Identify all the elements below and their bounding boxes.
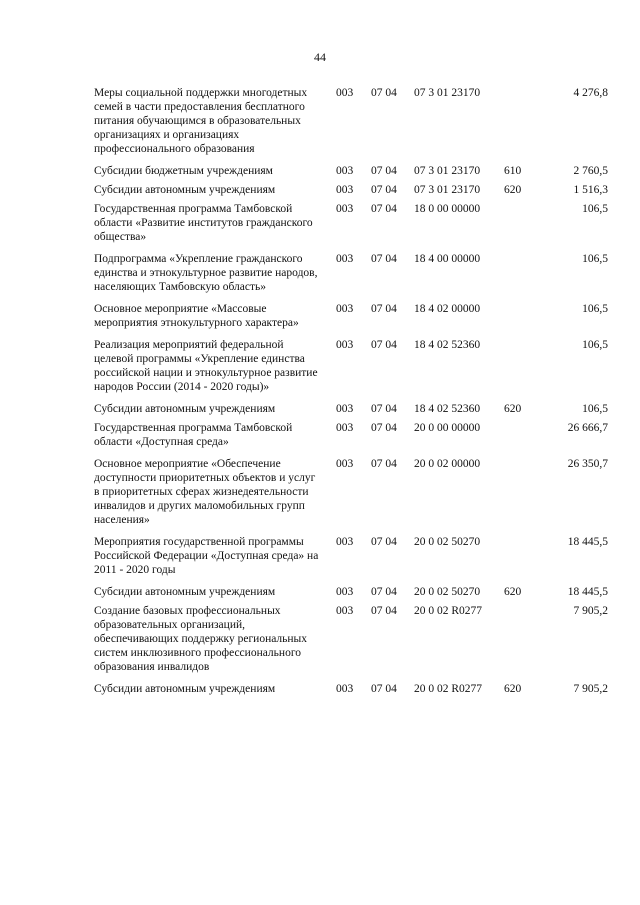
table-row (94, 183, 614, 197)
table-row (94, 585, 614, 599)
row-section-code: 07 04 (371, 184, 397, 196)
row-target-code: 20 0 02 R0277 (414, 605, 483, 617)
row-ministry-code: 003 (336, 87, 354, 99)
row-ministry-code: 003 (336, 165, 354, 177)
row-ministry-code: 003 (336, 339, 354, 351)
row-sum: 106,5 (582, 203, 608, 215)
row-name: Основное мероприятие «Обеспечение доступности приоритетных объектов и услуг в приоритетных сферах жизнедеятельности инвалидов и других маломобильных групп населения» (94, 458, 316, 526)
row-ministry-code: 003 (336, 458, 354, 470)
row-name: Подпрограмма «Укрепление гражданского единства и этнокультурное развитие народов, населяющих Тамбовскую область» (94, 253, 318, 293)
row-target-code: 07 3 01 23170 (414, 87, 481, 99)
row-name: Государственная программа Тамбовской области «Доступная среда» (94, 422, 293, 448)
row-name: Реализация мероприятий федеральной целевой программы «Укрепление единства российской нации и этнокультурное развитие народов России (2014 - 2020 годы)» (94, 339, 318, 393)
table-row (94, 164, 614, 178)
row-sum: 1 516,3 (573, 184, 608, 196)
row-sum: 2 760,5 (573, 165, 608, 177)
table-row (94, 86, 614, 156)
row-section-code: 07 04 (371, 422, 397, 434)
row-expense-type-code: 620 (504, 403, 522, 415)
row-target-code: 20 0 02 R0277 (414, 683, 483, 695)
table-row (94, 535, 614, 577)
row-section-code: 07 04 (371, 536, 397, 548)
row-name: Государственная программа Тамбовской области «Развитие институтов гражданского общества» (94, 203, 313, 243)
row-ministry-code: 003 (336, 184, 354, 196)
row-sum: 26 350,7 (567, 458, 608, 470)
row-section-code: 07 04 (371, 303, 397, 315)
row-sum: 18 445,5 (567, 586, 608, 598)
row-section-code: 07 04 (371, 403, 397, 415)
row-name: Субсидии автономным учреждениям (94, 683, 276, 695)
table-row (94, 202, 614, 244)
row-ministry-code: 003 (336, 203, 354, 215)
table-row (94, 682, 614, 696)
row-target-code: 20 0 02 50270 (414, 536, 481, 548)
row-target-code: 20 0 00 00000 (414, 422, 481, 434)
row-section-code: 07 04 (371, 253, 397, 265)
row-sum: 18 445,5 (567, 536, 608, 548)
row-name: Субсидии бюджетным учреждениям (94, 165, 273, 177)
row-name: Меры социальной поддержки многодетных семей в части предоставления бесплатного питания обучающимся в образовательных организациях и организациях профессионального образования (94, 87, 308, 155)
table-row (94, 421, 614, 449)
row-sum: 7 905,2 (573, 605, 608, 617)
table-row (94, 302, 614, 330)
row-expense-type-code: 610 (504, 165, 522, 177)
row-target-code: 18 0 00 00000 (414, 203, 481, 215)
row-sum: 106,5 (582, 253, 608, 265)
row-expense-type-code: 620 (504, 184, 522, 196)
row-section-code: 07 04 (371, 165, 397, 177)
row-ministry-code: 003 (336, 605, 354, 617)
row-section-code: 07 04 (371, 203, 397, 215)
table-row (94, 338, 614, 394)
row-target-code: 18 4 02 00000 (414, 303, 481, 315)
row-target-code: 20 0 02 00000 (414, 458, 481, 470)
budget-table (94, 86, 614, 696)
row-expense-type-code: 620 (504, 586, 522, 598)
row-sum: 4 276,8 (573, 87, 608, 99)
row-section-code: 07 04 (371, 339, 397, 351)
row-ministry-code: 003 (336, 586, 354, 598)
row-sum: 106,5 (582, 303, 608, 315)
table-row (94, 457, 614, 527)
row-sum: 7 905,2 (573, 683, 608, 695)
row-target-code: 18 4 02 52360 (414, 403, 481, 415)
page-number: 44 (314, 50, 326, 64)
row-name: Субсидии автономным учреждениям (94, 184, 276, 196)
row-section-code: 07 04 (371, 605, 397, 617)
row-ministry-code: 003 (336, 683, 354, 695)
row-ministry-code: 003 (336, 303, 354, 315)
row-section-code: 07 04 (371, 458, 397, 470)
row-name: Субсидии автономным учреждениям (94, 586, 276, 598)
row-target-code: 20 0 02 50270 (414, 586, 481, 598)
row-target-code: 07 3 01 23170 (414, 165, 481, 177)
table-row (94, 402, 614, 416)
table-row (94, 604, 614, 674)
row-ministry-code: 003 (336, 403, 354, 415)
row-name: Мероприятия государственной программы Российской Федерации «Доступная среда» на 2011 - 2020 годы (94, 536, 319, 576)
row-ministry-code: 003 (336, 536, 354, 548)
row-expense-type-code: 620 (504, 683, 522, 695)
row-ministry-code: 003 (336, 422, 354, 434)
row-ministry-code: 003 (336, 253, 354, 265)
row-target-code: 07 3 01 23170 (414, 184, 481, 196)
row-sum: 106,5 (582, 403, 608, 415)
row-section-code: 07 04 (371, 683, 397, 695)
row-name: Создание базовых профессиональных образовательных организаций, обеспечивающих поддержку региональных систем инклюзивного профессионального образования инвалидов (94, 605, 308, 673)
row-name: Субсидии автономным учреждениям (94, 403, 276, 415)
table-row (94, 252, 614, 294)
row-target-code: 18 4 02 52360 (414, 339, 481, 351)
row-section-code: 07 04 (371, 586, 397, 598)
row-section-code: 07 04 (371, 87, 397, 99)
row-sum: 106,5 (582, 339, 608, 351)
row-name: Основное мероприятие «Массовые мероприятия этнокультурного характера» (94, 303, 299, 329)
row-sum: 26 666,7 (567, 422, 608, 434)
row-target-code: 18 4 00 00000 (414, 253, 481, 265)
